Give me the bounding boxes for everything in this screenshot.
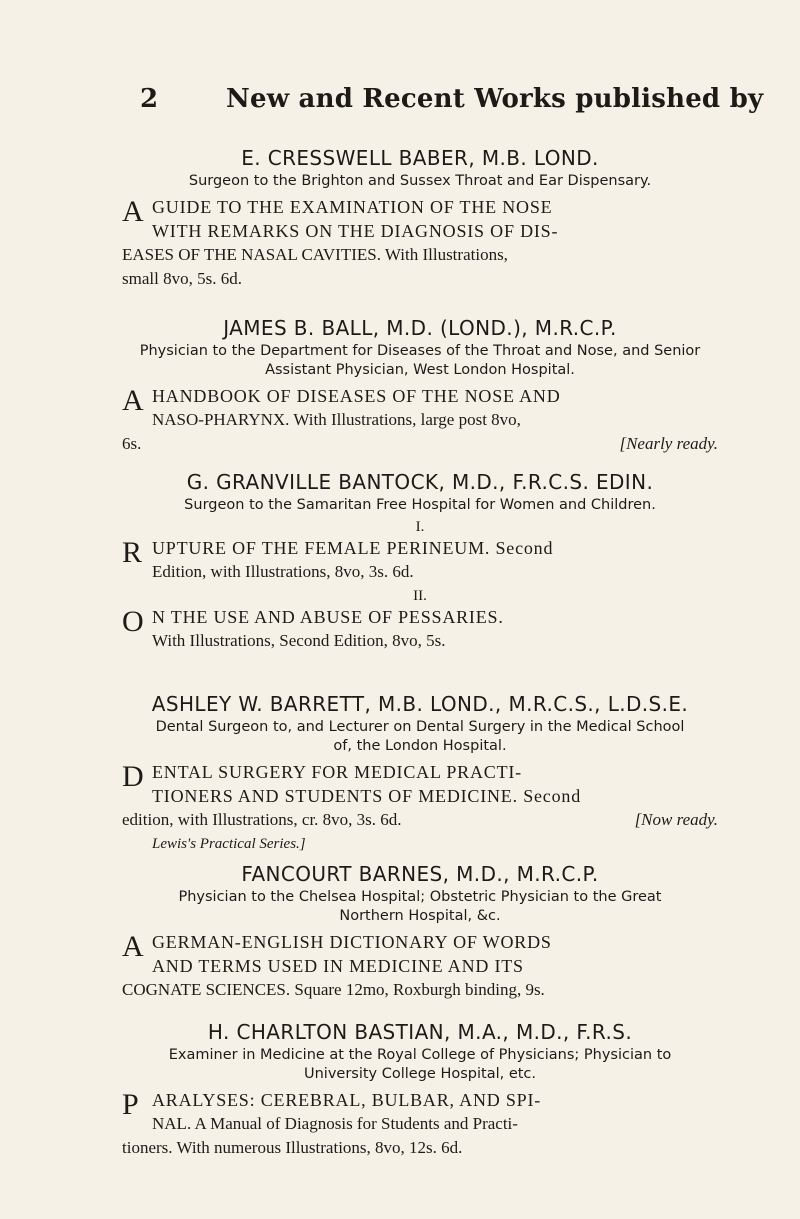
author-affiliation: Surgeon to the Brighton and Sussex Throat and Ear Dispensary. (188, 173, 652, 189)
availability-status: [Nearly ready. (619, 434, 718, 453)
affiliation-line: Assistant Physician, West London Hospital. (265, 362, 575, 378)
author-affiliation (122, 1046, 718, 1084)
affiliation-line: Dental Surgeon to, and Lecturer on Dental Surgery in the Medical School (155, 719, 685, 735)
page-header (0, 78, 800, 124)
book-description-line: NAL. A Manual of Diagnosis for Students and Practi- (152, 1114, 518, 1133)
book-listing (122, 384, 718, 456)
author-affiliation (122, 718, 718, 756)
author-name: E. CRESSWELL BABER, M.B. LOND. (241, 146, 599, 170)
book-title-line: TIONERS AND STUDENTS OF MEDICINE. Second (152, 786, 581, 806)
book-title-line: GERMAN-ENGLISH DICTIONARY OF WORDS (152, 932, 552, 952)
book-description-line: tioners. With numerous Illustrations, 8vo, 12s. 6d. (122, 1138, 463, 1157)
book-listing (122, 930, 718, 1002)
catalogue-entry-barnes (122, 862, 718, 1002)
catalogue-entry-ball (122, 316, 718, 456)
book-description-line: With Illustrations, Second Edition, 8vo, 5s. (152, 631, 446, 650)
affiliation-line: Northern Hospital, &c. (339, 908, 501, 924)
book-listing (122, 1088, 718, 1160)
volume-numeral: II. (413, 588, 427, 604)
book-listing (122, 605, 718, 653)
catalogue-entry-baber (122, 146, 718, 291)
affiliation-line: Physician to the Department for Diseases of the Throat and Nose, and Senior (139, 343, 701, 359)
author-affiliation: Surgeon to the Samaritan Free Hospital for Women and Children. (184, 497, 656, 513)
author-name: FANCOURT BARNES, M.D., M.R.C.P. (241, 862, 599, 886)
book-price-line (122, 432, 718, 456)
drop-initial: P (122, 1088, 139, 1121)
book-title-line: GUIDE TO THE EXAMINATION OF THE NOSE (152, 197, 553, 217)
author-name: H. CHARLTON BASTIAN, M.A., M.D., F.R.S. (207, 1020, 633, 1044)
book-description: edition, with Illustrations, cr. 8vo, 3s. 6d. (122, 810, 402, 829)
drop-initial: D (122, 760, 144, 793)
book-description-line: NASO-PHARYNX. With Illustrations, large post 8vo, (152, 410, 521, 429)
page-number: 2 (140, 84, 159, 114)
drop-initial: A (122, 930, 144, 963)
book-description-line: EASES OF THE NASAL CAVITIES. With Illustrations, (122, 245, 508, 264)
catalogue-entry-bantock (122, 470, 718, 653)
book-title-line: ENTAL SURGERY FOR MEDICAL PRACTI- (152, 762, 522, 782)
running-title: New and Recent Works published by (226, 84, 764, 114)
book-title-line: HANDBOOK OF DISEASES OF THE NOSE AND (152, 386, 561, 406)
affiliation-line: Physician to the Chelsea Hospital; Obstetric Physician to the Great (178, 889, 662, 905)
author-affiliation (122, 888, 718, 926)
book-listing (122, 195, 718, 291)
availability-status: [Now ready. (634, 810, 718, 829)
drop-initial: O (122, 605, 144, 638)
book-description-line: COGNATE SCIENCES. Square 12mo, Roxburgh binding, 9s. (122, 980, 545, 999)
book-title-line: AND TERMS USED IN MEDICINE AND ITS (152, 956, 524, 976)
book-title-line: WITH REMARKS ON THE DIAGNOSIS OF DIS- (152, 221, 559, 241)
book-title-line: N THE USE AND ABUSE OF PESSARIES. (152, 607, 504, 627)
book-listing (122, 760, 718, 856)
book-price-line: small 8vo, 5s. 6d. (122, 269, 242, 288)
volume-numeral: I. (415, 519, 425, 535)
drop-initial: A (122, 384, 144, 417)
drop-initial: R (122, 536, 143, 569)
author-affiliation (122, 342, 718, 380)
book-title-line: ARALYSES: CEREBRAL, BULBAR, AND SPI- (152, 1090, 542, 1110)
author-name: G. GRANVILLE BANTOCK, M.D., F.R.C.S. EDIN. (186, 470, 654, 494)
affiliation-line: of, the London Hospital. (333, 738, 507, 754)
book-price: 6s. (122, 434, 142, 453)
book-title-line: UPTURE OF THE FEMALE PERINEUM. Second (152, 538, 554, 558)
author-name: ASHLEY W. BARRETT, M.B. LOND., M.R.C.S., L.D.S.E. (151, 692, 689, 716)
book-listing (122, 536, 718, 584)
book-price-line (122, 808, 718, 832)
drop-initial: A (122, 195, 144, 228)
catalogue-entry-bastian (122, 1020, 718, 1160)
affiliation-line: Examiner in Medicine at the Royal College of Physicians; Physician to (168, 1047, 672, 1063)
author-name: JAMES B. BALL, M.D. (LOND.), M.R.C.P. (223, 316, 617, 340)
book-description-line: Edition, with Illustrations, 8vo, 3s. 6d. (152, 562, 414, 581)
catalogue-entry-barrett (122, 692, 718, 856)
affiliation-line: University College Hospital, etc. (303, 1066, 537, 1082)
book-series: Lewis's Practical Series.] (152, 836, 306, 852)
